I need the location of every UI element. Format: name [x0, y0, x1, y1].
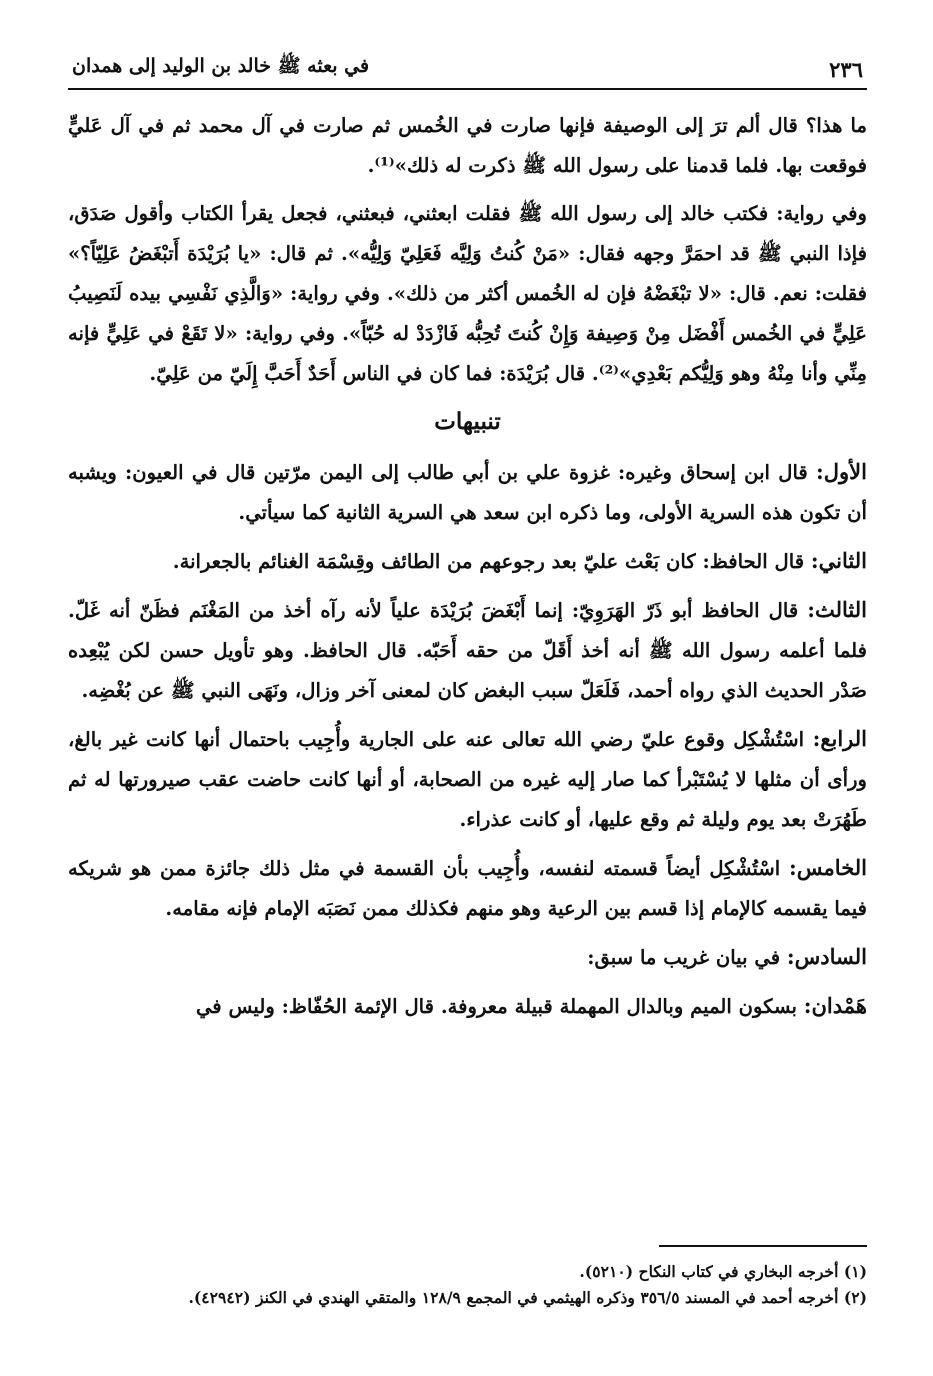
note-lead: الأول:	[816, 459, 867, 484]
note-text: قال الحافظ أبو ذَرّ الهَرَوِيّ: إنما أَبْغَضَ بُرَيْدَة علياً لأنه رآه أخذ من المَغْنَم فظَنّ أنه غَلّ. فلما أعلمه رسول الله ﷺ أنه أخذ أَقَلّ من حقه أَحَبّه. قال الحافظ. وهو تأويل حسن لكن يُبْعِده صَدْر الحديث الذي رواه أحمد، فَلَعَلّ سبب البغض كان لمعنى آخر وزال، ونَهَى النبي ﷺ عن بُغْضِه.	[68, 599, 867, 702]
note-lead: الخامس:	[789, 855, 867, 880]
section-title: تنبيهات	[434, 408, 501, 435]
note-text: في بيان غريب ما سبق:	[587, 946, 787, 969]
note-text: اسْتُشْكِل أيضاً قسمته لنفسه، وأُجِيب بأن القسمة في مثل ذلك جائزة ممن هو شريكه فيما يقسمه كالإمام إذا قسم بين الرعية وهو منهم فكذلك ممن نَصَبَه الإمام فإنه مقامه.	[68, 857, 867, 920]
note-lead: الثالث:	[807, 597, 867, 622]
note-second	[68, 541, 867, 582]
gloss-text: بسكون الميم وبالدال المهملة قبيلة معروفة. قال الإئمة الحُفّاظ: وليس في	[195, 995, 804, 1018]
note-third	[68, 590, 867, 711]
main-text	[68, 106, 867, 1027]
note-text: اسْتُشْكِل وقوع عليّ رضي الله تعالى عنه على الجارية وأُجِيب باحتمال أنها كانت غير بالغ، ورأى أن مثلها لا يُسْتَبْرأ كما صار إليه غيره من الصحابة، أو أنها كانت حاضت عقب صيرورتها له ثم طَهُرَتْ بعد يوم وليلة ثم وقع عليها، أو كانت عذراء.	[68, 728, 867, 831]
note-lead: الرابع:	[812, 726, 867, 751]
paragraph: وفي رواية: فكتب خالد إلى رسول الله ﷺ فقلت ابعثني، فبعثني، فجعل يقرأ الكتاب وأقول صَدَق، فإذا النبي ﷺ قد احمَرَّ وجهه فقال: «مَنْ كُنتُ وَلِيَّه فَعَلِيّ وَلِيُّه». ثم قال: «يا بُرَيْدَة أَتبْغَضُ عَلِيّاً؟» فقلت: نعم. قال: «لا تبْغَضْهُ فإن له الخُمس أكثر من ذلك». وفي رواية: «وَالَّذِي نَفْسِي بيده لَنَصِيبُ عَلِيٍّ في الخُمس أَفْضَل مِنْ وَصِيفة وَإِنْ كُنتَ تُحِبُّه فَازْدَدْ له حُبّاً». وفي رواية: «لا تَقَعْ في عَلِيٍّ فإنه مِنِّي وأنا مِنْهُ وهو وَلِيُّكم بَعْدِي»⁽²⁾. قال بُرَيْدَة: فما كان في الناس أَحَدٌ أَحَبَّ إِلَيّ من عَلِيّ.	[68, 202, 867, 385]
footnotes	[68, 1245, 867, 1311]
note-fifth	[68, 848, 867, 929]
gloss-term: هَمْدان:	[803, 993, 867, 1018]
footnote-divider	[659, 1245, 867, 1247]
note-first	[68, 452, 867, 533]
paragraph: ما هذا؟ قال ألم ترَ إلى الوصيفة فإنها صارت في الخُمس ثم صارت في آل محمد ثم في آل عَليٍّ فوقعت بها. فلما قدمنا على رسول الله ﷺ ذكرت له ذلك»⁽¹⁾.	[68, 114, 867, 177]
note-fourth	[68, 719, 867, 840]
note-text: قال الحافظ: كان بَعْث عليّ بعد رجوعهم من الطائف وقِسْمَة الغنائم بالجعرانة.	[172, 550, 811, 573]
running-header	[68, 54, 867, 90]
running-title: في بعثه ﷺ خالد بن الوليد إلى همدان	[72, 55, 370, 77]
footnote-1: (١) أخرجه البخاري في كتاب النكاح (٥٢١٠).	[579, 1262, 867, 1281]
note-text: قال ابن إسحاق وغيره: غزوة علي بن أبي طالب إلى اليمن مرّتين قال في العيون: ويشبه أن تكون هذه السرية الأولى، وما ذكره ابن سعد هي السرية الثانية كما سيأتي.	[68, 461, 867, 524]
note-sixth	[68, 937, 867, 978]
note-lead: السادس:	[786, 944, 867, 969]
gloss-entry	[68, 986, 867, 1027]
footnote-2: (٢) أخرجه أحمد في المسند ٣٥٦/٥ وذكره الهيثمي في المجمع ١٢٨/٩ والمتقي الهندي في الكنز (٤٢٩٤٢).	[188, 1288, 867, 1307]
page-number: ٢٣٦	[829, 57, 863, 82]
note-lead: الثاني:	[810, 548, 867, 573]
